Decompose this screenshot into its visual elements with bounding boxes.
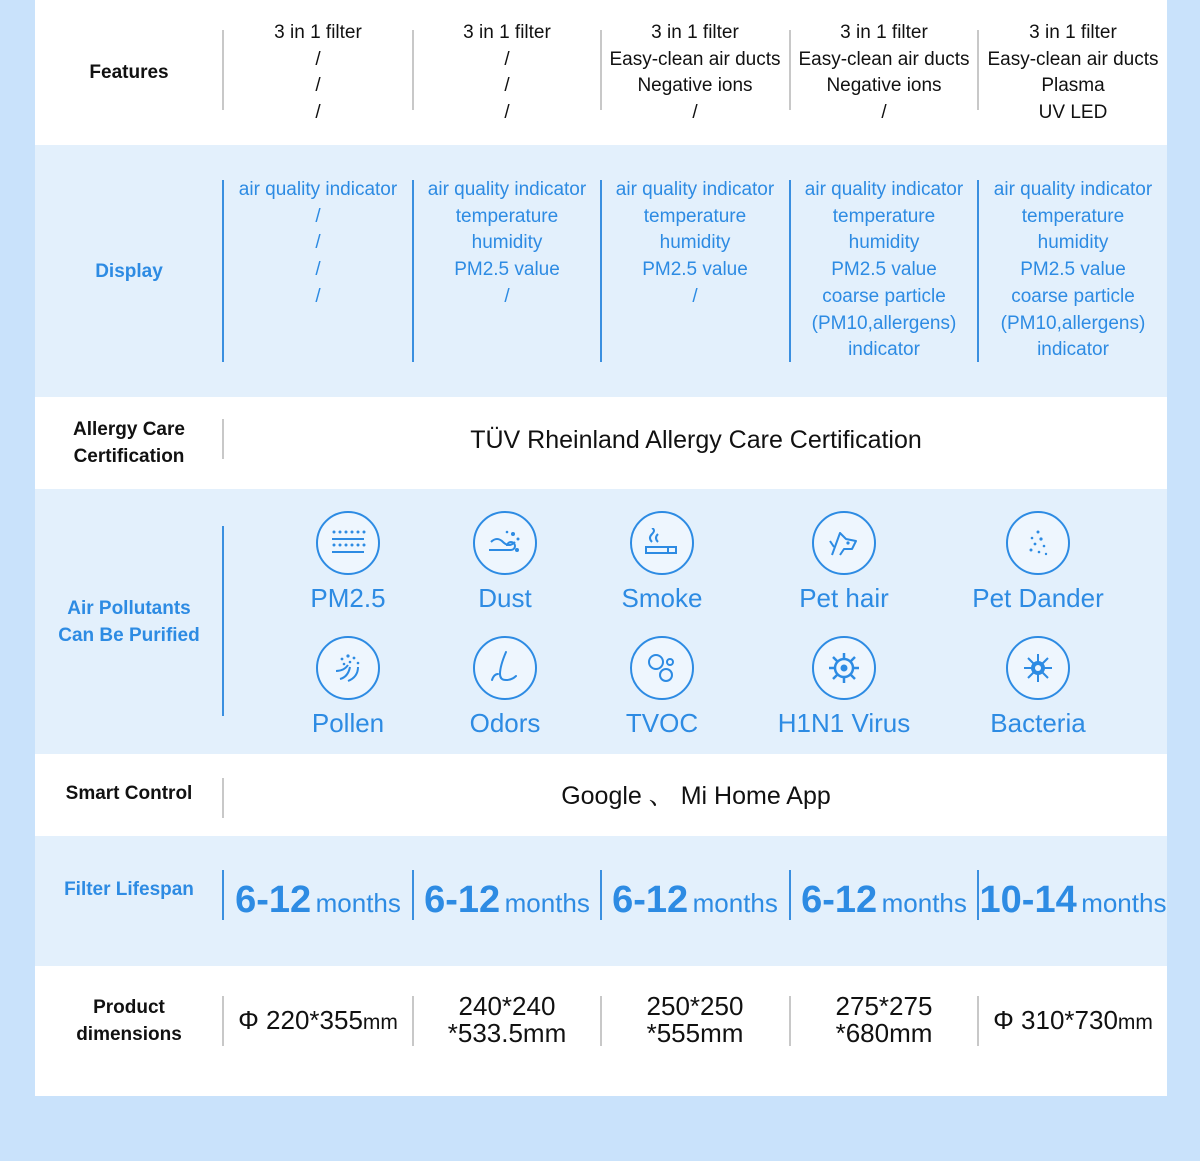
- display-item: temperature: [643, 205, 747, 227]
- dimensions-label: [35, 966, 223, 1076]
- features-col-4: [791, 20, 977, 127]
- feature-item: /: [315, 48, 321, 70]
- lifespan-col-5: [979, 879, 1167, 922]
- features-col-3: [602, 20, 788, 127]
- pollutant-name: Pollen: [311, 708, 385, 738]
- dimensions-label-line1: Product: [93, 997, 165, 1018]
- tvoc-icon: [630, 636, 694, 700]
- lifespan-col-1: [225, 879, 411, 922]
- dust-icon: [473, 511, 537, 575]
- feature-item: 3 in 1 filter: [651, 22, 739, 43]
- pollutant-dust: [435, 511, 575, 614]
- lifespan-unit: months: [504, 888, 590, 918]
- features-label-text: Features: [89, 62, 169, 83]
- odors-icon: [473, 636, 537, 700]
- virus-icon: [812, 636, 876, 700]
- features-row: [35, 0, 1167, 145]
- dimension-line: 240*240: [458, 991, 556, 1021]
- allergy-row: [35, 397, 1167, 489]
- pollutant-name: Smoke: [621, 583, 703, 613]
- smart-control-row: [35, 754, 1167, 836]
- pet-hair-icon: [812, 511, 876, 575]
- display-item: PM2.5 value: [642, 259, 748, 281]
- smoke-icon: [630, 511, 694, 575]
- display-item: /: [315, 259, 321, 281]
- feature-item: Easy-clean air ducts: [987, 48, 1159, 70]
- display-item: /: [315, 285, 321, 307]
- pollutant-name: TVOC: [625, 708, 699, 738]
- smart-control-label: [35, 754, 223, 832]
- feature-item: /: [504, 48, 510, 70]
- feature-item: Negative ions: [826, 75, 942, 97]
- dimension-line: *533.5mm: [447, 1018, 567, 1048]
- features-label: [35, 0, 223, 145]
- display-item: /: [315, 232, 321, 254]
- comparison-table: [35, 0, 1167, 1096]
- pollutants-label: [35, 489, 223, 754]
- lifespan-col-4: [791, 879, 977, 922]
- display-label: [35, 145, 223, 397]
- smart-control-value: Google 、 Mi Home App: [561, 782, 831, 810]
- dimensions-col-4: [791, 993, 977, 1047]
- pollutants-label-line1: Air Pollutants: [67, 597, 191, 619]
- feature-item: /: [315, 102, 321, 124]
- pollutant-pet-hair: [774, 511, 914, 614]
- display-item: humidity: [659, 232, 731, 254]
- lifespan-col-3: [602, 879, 788, 922]
- dimensions-row: [35, 966, 1167, 1096]
- pollutant-name: PM2.5: [310, 583, 386, 613]
- display-item: coarse particle: [1011, 285, 1135, 307]
- features-col-2: [414, 20, 600, 127]
- divider: [222, 870, 224, 920]
- dimensions-col-1: [225, 1007, 411, 1036]
- dimension-line: 275*275: [835, 991, 933, 1021]
- feature-item: /: [881, 102, 887, 124]
- dimensions-col-3: [602, 993, 788, 1047]
- pollutant-smoke: [592, 511, 732, 614]
- pollutant-name: Odors: [469, 708, 541, 738]
- dimension-value: Φ 220*355: [238, 1005, 363, 1035]
- lifespan-unit: months: [315, 888, 401, 918]
- feature-item: Plasma: [1041, 75, 1105, 97]
- features-col-1: [225, 20, 411, 127]
- display-col-2: [414, 177, 600, 311]
- display-item: /: [692, 285, 698, 307]
- divider: [222, 778, 224, 818]
- lifespan-number: 6-12: [801, 879, 878, 921]
- display-item: air quality indicator: [238, 179, 398, 200]
- dimension-value: Φ 310*730: [993, 1005, 1118, 1035]
- dimension-unit: mm: [362, 1011, 398, 1034]
- pollutant-tvoc: [592, 636, 732, 739]
- pollutant-name: H1N1 Virus: [777, 708, 911, 738]
- dimension-line: *680mm: [835, 1018, 933, 1048]
- display-item: air quality indicator: [804, 179, 964, 200]
- dimension-line: 250*250: [646, 991, 744, 1021]
- display-col-5: [979, 177, 1167, 364]
- feature-item: Easy-clean air ducts: [609, 48, 781, 70]
- display-col-4: [791, 177, 977, 364]
- feature-item: UV LED: [1038, 102, 1108, 124]
- lifespan-number: 10-14: [979, 879, 1077, 921]
- display-item: /: [315, 205, 321, 227]
- display-item: temperature: [832, 205, 936, 227]
- display-item: /: [504, 285, 510, 307]
- display-item: PM2.5 value: [1020, 259, 1126, 281]
- filter-lifespan-label: [35, 836, 223, 943]
- feature-item: /: [692, 102, 698, 124]
- display-item: air quality indicator: [993, 179, 1153, 200]
- pollutant-bacteria: [968, 636, 1108, 739]
- pollutant-h1n1-virus: [774, 636, 914, 739]
- divider: [222, 419, 224, 459]
- lifespan-unit: months: [1081, 888, 1167, 918]
- display-item: humidity: [848, 232, 920, 254]
- display-row: [35, 145, 1167, 397]
- pollutant-name: Pet Dander: [972, 583, 1104, 613]
- pet-dander-icon: [1006, 511, 1070, 575]
- feature-item: 3 in 1 filter: [1029, 22, 1117, 43]
- feature-item: Easy-clean air ducts: [798, 48, 970, 70]
- lifespan-number: 6-12: [235, 879, 312, 921]
- display-item: humidity: [1037, 232, 1109, 254]
- pollen-icon: [316, 636, 380, 700]
- display-item: air quality indicator: [427, 179, 587, 200]
- lifespan-unit: months: [692, 888, 778, 918]
- pollutant-pet-dander: [968, 511, 1108, 614]
- lifespan-number: 6-12: [424, 879, 501, 921]
- display-label-text: Display: [95, 260, 163, 282]
- pollutants-row: [35, 489, 1167, 754]
- filter-lifespan-label-text: Filter Lifespan: [64, 879, 194, 900]
- display-item: (PM10,allergens): [1000, 312, 1146, 334]
- allergy-label-line2: Certification: [73, 446, 185, 467]
- pollutants-label-line2: Can Be Purified: [58, 624, 200, 646]
- display-item: air quality indicator: [615, 179, 775, 200]
- allergy-certification-value: TÜV Rheinland Allergy Care Certification: [470, 426, 922, 454]
- display-col-3: [602, 177, 788, 311]
- divider: [222, 180, 224, 362]
- display-item: humidity: [471, 232, 543, 254]
- filter-lifespan-row: [35, 836, 1167, 966]
- bacteria-icon: [1006, 636, 1070, 700]
- dimension-unit: mm: [1117, 1011, 1153, 1034]
- feature-item: Negative ions: [637, 75, 753, 97]
- display-item: (PM10,allergens): [811, 312, 957, 334]
- smart-control-label-text: Smart Control: [65, 782, 193, 804]
- pollutant-name: Bacteria: [990, 708, 1086, 738]
- dimensions-col-2: [414, 993, 600, 1047]
- pollutant-name: Dust: [478, 583, 532, 613]
- dimensions-label-line2: dimensions: [76, 1024, 182, 1045]
- feature-item: 3 in 1 filter: [463, 22, 551, 43]
- display-col-1: [225, 177, 411, 311]
- dimensions-col-5: [979, 1007, 1167, 1036]
- pm25-icon: [316, 511, 380, 575]
- lifespan-col-2: [414, 879, 600, 922]
- feature-item: 3 in 1 filter: [274, 22, 362, 43]
- lifespan-unit: months: [881, 888, 967, 918]
- display-item: indicator: [1037, 339, 1109, 361]
- feature-item: 3 in 1 filter: [840, 22, 928, 43]
- lifespan-number: 6-12: [612, 879, 689, 921]
- display-item: PM2.5 value: [454, 259, 560, 281]
- divider: [222, 526, 224, 716]
- divider: [222, 996, 224, 1046]
- divider: [222, 30, 224, 110]
- allergy-label: [35, 397, 223, 489]
- feature-item: /: [504, 102, 510, 124]
- display-item: PM2.5 value: [831, 259, 937, 281]
- display-item: coarse particle: [822, 285, 946, 307]
- pollutant-name: Pet hair: [799, 583, 889, 613]
- display-item: temperature: [455, 205, 559, 227]
- pollutant-odors: [435, 636, 575, 739]
- feature-item: /: [504, 75, 510, 97]
- display-item: temperature: [1021, 205, 1125, 227]
- feature-item: /: [315, 75, 321, 97]
- pollutant-pm25: [278, 511, 418, 614]
- features-col-5: [979, 20, 1167, 127]
- dimension-line: *555mm: [646, 1018, 744, 1048]
- allergy-label-line1: Allergy Care: [73, 419, 185, 440]
- display-item: indicator: [848, 339, 920, 361]
- pollutant-pollen: [278, 636, 418, 739]
